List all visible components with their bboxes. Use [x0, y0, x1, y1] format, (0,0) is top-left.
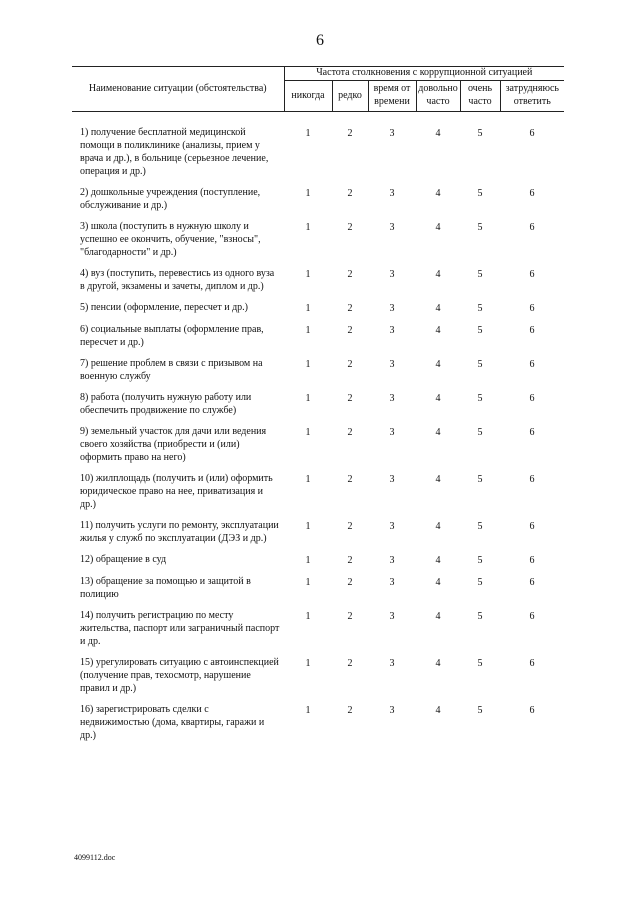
answer-option[interactable]: 6 — [529, 427, 535, 438]
answer-option[interactable]: 4 — [435, 611, 441, 622]
table-row — [72, 126, 564, 186]
situation-label: 12) обращение в суд — [80, 554, 167, 565]
answer-option[interactable]: 5 — [477, 521, 483, 532]
answer-option[interactable]: 5 — [477, 577, 483, 588]
situation-label: 4) вуз (поступить, перевестись из одного вуза в другой, экзамены и зачеты, диплом и др.) — [80, 268, 275, 292]
answer-option[interactable]: 2 — [347, 521, 353, 532]
corruption-frequency-table — [72, 66, 564, 750]
answer-option[interactable]: 3 — [389, 393, 395, 404]
answer-option[interactable]: 1 — [305, 393, 311, 404]
answer-option[interactable]: 4 — [435, 658, 441, 669]
situation-label: 1) получение бесплатной медицинской помощи в поликлинике (анализы, прием у врача и др.), в больнице (серьезное лечение, операция и др.) — [80, 127, 269, 177]
answer-option[interactable]: 2 — [347, 128, 353, 139]
answer-option[interactable]: 3 — [389, 269, 395, 280]
answer-option[interactable]: 6 — [529, 521, 535, 532]
answer-option[interactable]: 6 — [529, 577, 535, 588]
answer-option[interactable]: 5 — [477, 269, 483, 280]
answer-option[interactable]: 2 — [347, 269, 353, 280]
answer-option[interactable]: 6 — [529, 188, 535, 199]
answer-option[interactable]: 6 — [529, 128, 535, 139]
answer-option[interactable]: 3 — [389, 555, 395, 566]
header-freq-col: редко — [332, 80, 368, 111]
answer-option[interactable]: 2 — [347, 474, 353, 485]
answer-option[interactable]: 3 — [389, 577, 395, 588]
answer-option[interactable]: 1 — [305, 359, 311, 370]
table-row — [72, 357, 564, 391]
answer-option[interactable]: 1 — [305, 222, 311, 233]
answer-option[interactable]: 4 — [435, 188, 441, 199]
header-freq-col: затрудняюсь ответить — [500, 80, 564, 111]
answer-option[interactable]: 2 — [347, 555, 353, 566]
answer-option[interactable]: 5 — [477, 188, 483, 199]
answer-option[interactable]: 2 — [347, 188, 353, 199]
answer-option[interactable]: 3 — [389, 303, 395, 314]
answer-option[interactable]: 5 — [477, 611, 483, 622]
table-row — [72, 553, 564, 575]
answer-option[interactable]: 5 — [477, 325, 483, 336]
answer-option[interactable]: 4 — [435, 222, 441, 233]
answer-option[interactable]: 3 — [389, 325, 395, 336]
answer-option[interactable]: 4 — [435, 555, 441, 566]
answer-option[interactable]: 6 — [529, 393, 535, 404]
header-freq-col: время от времени — [368, 80, 416, 111]
answer-option[interactable]: 4 — [435, 359, 441, 370]
answer-option[interactable]: 2 — [347, 577, 353, 588]
page-number: 6 — [316, 32, 324, 49]
answer-option[interactable]: 3 — [389, 611, 395, 622]
answer-option[interactable]: 2 — [347, 303, 353, 314]
answer-option[interactable]: 5 — [477, 303, 483, 314]
answer-option[interactable]: 6 — [529, 303, 535, 314]
answer-option[interactable]: 1 — [305, 325, 311, 336]
answer-option[interactable]: 2 — [347, 427, 353, 438]
answer-option[interactable]: 6 — [529, 474, 535, 485]
answer-option[interactable]: 1 — [305, 555, 311, 566]
answer-option[interactable]: 6 — [529, 705, 535, 716]
answer-option[interactable]: 5 — [477, 474, 483, 485]
answer-option[interactable]: 4 — [435, 427, 441, 438]
answer-option[interactable]: 4 — [435, 325, 441, 336]
answer-option[interactable]: 2 — [347, 325, 353, 336]
header-freq-col: довольно часто — [416, 80, 460, 111]
answer-option[interactable]: 5 — [477, 393, 483, 404]
answer-option[interactable]: 5 — [477, 555, 483, 566]
table-row — [72, 656, 564, 703]
table-row — [72, 301, 564, 323]
answer-option[interactable]: 1 — [305, 303, 311, 314]
answer-option[interactable]: 1 — [305, 188, 311, 199]
answer-option[interactable]: 3 — [389, 705, 395, 716]
header-freq-col: никогда — [284, 80, 332, 111]
answer-option[interactable]: 2 — [347, 393, 353, 404]
answer-option[interactable]: 3 — [389, 128, 395, 139]
answer-option[interactable]: 1 — [305, 269, 311, 280]
answer-option[interactable]: 6 — [529, 658, 535, 669]
table-row — [72, 186, 564, 220]
answer-option[interactable]: 5 — [477, 658, 483, 669]
answer-option[interactable]: 4 — [435, 705, 441, 716]
answer-option[interactable]: 6 — [529, 325, 535, 336]
document-filename: 4099112.doc — [74, 853, 116, 862]
answer-option[interactable]: 3 — [389, 359, 395, 370]
answer-option[interactable]: 5 — [477, 222, 483, 233]
table-row — [72, 703, 564, 750]
answer-option[interactable]: 4 — [435, 269, 441, 280]
answer-option[interactable]: 1 — [305, 128, 311, 139]
answer-option[interactable]: 4 — [435, 521, 441, 532]
table-row — [72, 472, 564, 519]
header-situation: Наименование ситуации (обстоятельства) — [72, 67, 284, 112]
answer-option[interactable]: 3 — [389, 222, 395, 233]
situation-label: 13) обращение за помощью и защитой в полицию — [80, 576, 251, 600]
answer-option[interactable]: 2 — [347, 222, 353, 233]
situation-label: 16) зарегистрировать сделки с недвижимостью (дома, квартиры, гаражи и др.) — [80, 704, 265, 741]
table-row — [72, 425, 564, 472]
answer-option[interactable]: 1 — [305, 474, 311, 485]
answer-option[interactable]: 5 — [477, 705, 483, 716]
answer-option[interactable]: 5 — [477, 128, 483, 139]
answer-option[interactable]: 1 — [305, 521, 311, 532]
table-row — [72, 323, 564, 357]
situation-label: 15) урегулировать ситуацию с автоинспекцией (получение прав, техосмотр, нарушение правил и др.) — [80, 657, 279, 694]
table-row — [72, 609, 564, 656]
answer-option[interactable]: 2 — [347, 611, 353, 622]
answer-option[interactable]: 5 — [477, 359, 483, 370]
situation-label: 7) решение проблем в связи с призывом на военную службу — [80, 358, 263, 382]
situation-label: 9) земельный участок для дачи или ведения своего хозяйства (приобрести и (или) оформить право на него) — [80, 426, 267, 463]
table-row — [72, 575, 564, 609]
answer-option[interactable]: 6 — [529, 222, 535, 233]
answer-option[interactable]: 1 — [305, 427, 311, 438]
table-row — [72, 519, 564, 553]
situation-label: 10) жилплощадь (получить и (или) оформить юридическое право на нее, приватизация и др.) — [80, 473, 273, 510]
answer-option[interactable]: 1 — [305, 658, 311, 669]
situation-label: 6) социальные выплаты (оформление прав, пересчет и др.) — [80, 324, 264, 348]
situation-label: 2) дошкольные учреждения (поступление, обслуживание и др.) — [80, 187, 261, 211]
answer-option[interactable]: 2 — [347, 658, 353, 669]
answer-option[interactable]: 1 — [305, 705, 311, 716]
situation-label: 3) школа (поступить в нужную школу и успешно ее окончить, обучение, "взносы", "благодарности" и др.) — [80, 221, 261, 258]
answer-option[interactable]: 4 — [435, 128, 441, 139]
answer-option[interactable]: 4 — [435, 577, 441, 588]
answer-option[interactable]: 6 — [529, 269, 535, 280]
answer-option[interactable]: 2 — [347, 359, 353, 370]
answer-option[interactable]: 2 — [347, 705, 353, 716]
answer-option[interactable]: 6 — [529, 611, 535, 622]
situation-label: 11) получить услуги по ремонту, эксплуатации жилья у служб по эксплуатации (ДЭЗ и др.) — [80, 520, 279, 544]
situations-body — [72, 112, 564, 751]
situation-label: 14) получить регистрацию по месту жительства, паспорт или заграничный паспорт и др. — [80, 610, 280, 647]
situation-label: 5) пенсии (оформление, пересчет и др.) — [80, 302, 248, 313]
answer-option[interactable]: 3 — [389, 474, 395, 485]
answer-option[interactable]: 1 — [305, 611, 311, 622]
answer-option[interactable]: 3 — [389, 658, 395, 669]
answer-option[interactable]: 3 — [389, 427, 395, 438]
answer-option[interactable]: 4 — [435, 474, 441, 485]
table-row — [72, 220, 564, 267]
table-row — [72, 391, 564, 425]
table-row — [72, 267, 564, 301]
answer-option[interactable]: 3 — [389, 521, 395, 532]
answer-option[interactable]: 5 — [477, 427, 483, 438]
answer-option[interactable]: 6 — [529, 555, 535, 566]
answer-option[interactable]: 3 — [389, 188, 395, 199]
header-freq-col: очень часто — [460, 80, 500, 111]
answer-option[interactable]: 6 — [529, 359, 535, 370]
situation-label: 8) работа (получить нужную работу или обеспечить продвижение по службе) — [80, 392, 252, 416]
answer-option[interactable]: 4 — [435, 393, 441, 404]
answer-option[interactable]: 4 — [435, 303, 441, 314]
answer-option[interactable]: 1 — [305, 577, 311, 588]
header-frequency: Частота столкновения с коррупционной ситуацией — [284, 67, 564, 81]
